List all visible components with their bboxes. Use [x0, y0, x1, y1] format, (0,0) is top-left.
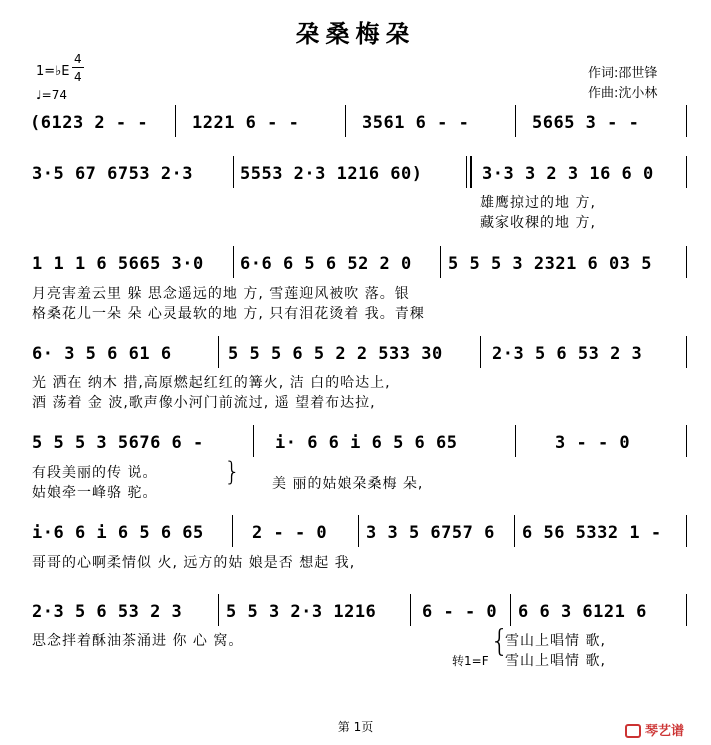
barline	[686, 425, 687, 457]
barline	[410, 594, 411, 626]
barline	[686, 105, 687, 137]
measure: (6123 2 - -	[30, 113, 149, 133]
barline	[466, 156, 467, 188]
time-denominator: 4	[74, 70, 82, 84]
measure: 5 5 3 2·3 1216	[226, 602, 377, 622]
barline	[218, 594, 219, 626]
lyric-line: 雄鹰掠过的地 方,	[480, 195, 596, 211]
barline	[175, 105, 176, 137]
measure: 1 1 1 6 5665 3·0	[32, 254, 204, 274]
page-title: 朶桑梅朶	[295, 20, 416, 48]
barline	[345, 105, 346, 137]
barline	[686, 156, 687, 188]
lyric-line: 美 丽的姑娘朶桑梅 朵,	[272, 476, 424, 492]
site-logo	[625, 720, 684, 739]
measure: i·6 6 i 6 5 6 65	[32, 523, 204, 543]
barline	[515, 105, 516, 137]
lyric-line: 格桑花儿一朵 朵 心灵最软的地 方, 只有泪花烫着 我。青稞	[32, 306, 425, 322]
time-numerator: 4	[74, 52, 82, 66]
measure: 3·5 67 6753 2·3	[32, 164, 194, 184]
lyric-line: 哥哥的心啊柔情似 火, 远方的姑 娘是否 想起 我,	[32, 555, 356, 571]
verse-brace: {	[490, 624, 510, 659]
measure: i· 6 6 i 6 5 6 65	[275, 433, 458, 453]
page-number: 第 1页	[337, 720, 374, 734]
lyric-line: 姑娘牵一峰骆 驼。	[32, 485, 158, 501]
barline	[253, 425, 254, 457]
barline	[480, 336, 481, 368]
logo-icon	[625, 724, 641, 738]
lyric-line: 雪山上唱情 歌,	[505, 653, 606, 669]
barline	[470, 156, 472, 188]
measure: 3·3 3 2 3 16 6 0	[482, 164, 654, 184]
lyric-brace: }	[224, 457, 241, 487]
measure: 2·3 5 6 53 2 3	[492, 344, 643, 364]
measure: 5665 3 - -	[532, 113, 640, 133]
barline	[233, 246, 234, 278]
measure: 5 5 5 6 5 2 2 533 30	[228, 344, 443, 364]
barline	[510, 594, 511, 626]
key-label: 1=	[36, 64, 56, 79]
barline	[686, 336, 687, 368]
tempo-value: =74	[41, 88, 67, 102]
tempo-marking	[36, 88, 67, 102]
barline	[218, 336, 219, 368]
lyric-line: 思念拌着酥油茶涌进 你 心 窝。	[32, 633, 244, 649]
time-divider	[72, 67, 84, 68]
measure: 2·3 5 6 53 2 3	[32, 602, 183, 622]
barline	[686, 594, 687, 626]
measure: 6 6 3 6121 6	[518, 602, 647, 622]
lyric-line: 光 洒在 纳木 措,高原燃起红红的篝火, 洁 白的哈达上,	[32, 375, 391, 391]
barline	[686, 246, 687, 278]
lyric-line: 雪山上唱情 歌,	[505, 633, 606, 649]
lyric-line: 月亮害羞云里 躲 思念遥远的地 方, 雪莲迎风被吹 落。银	[32, 286, 410, 302]
barline	[358, 515, 359, 547]
measure: 6 - - 0	[422, 602, 498, 622]
lyric-line: 酒 荡着 金 波,歌声像小河门前流过, 遥 望着布达拉,	[32, 395, 376, 411]
barline	[440, 246, 441, 278]
measure: 3561 6 - -	[362, 113, 470, 133]
measure: 5 5 5 3 2321 6 03 5	[448, 254, 652, 274]
key-signature	[36, 64, 70, 79]
measure: 6·6 6 5 6 52 2 0	[240, 254, 412, 274]
barline	[515, 425, 516, 457]
key-flat: ♭E	[55, 64, 70, 79]
modulation-marking: 转1=F	[452, 654, 489, 668]
measure: 6 56 5332 1 -	[522, 523, 662, 543]
barline	[686, 515, 687, 547]
logo-text: 琴艺谱	[645, 724, 685, 739]
quarter-note-icon: ♩	[36, 88, 42, 102]
barline	[232, 515, 233, 547]
measure: 5 5 5 3 5676 6 -	[32, 433, 204, 453]
composer-credit: 作曲:沈小林	[588, 86, 658, 101]
lyric-line: 有段美丽的传 说。	[32, 465, 158, 481]
barline	[514, 515, 515, 547]
measure: 3 3 5 6757 6	[366, 523, 495, 543]
lyricist-credit: 作词:邵世锋	[588, 66, 658, 81]
measure: 2 - - 0	[252, 523, 328, 543]
measure: 1221 6 - -	[192, 113, 300, 133]
measure: 6· 3 5 6 61 6	[32, 344, 172, 364]
barline	[233, 156, 234, 188]
measure: 5553 2·3 1216 60)	[240, 164, 423, 184]
measure: 3 - - 0	[555, 433, 631, 453]
lyric-line: 藏家收稞的地 方,	[480, 215, 596, 231]
